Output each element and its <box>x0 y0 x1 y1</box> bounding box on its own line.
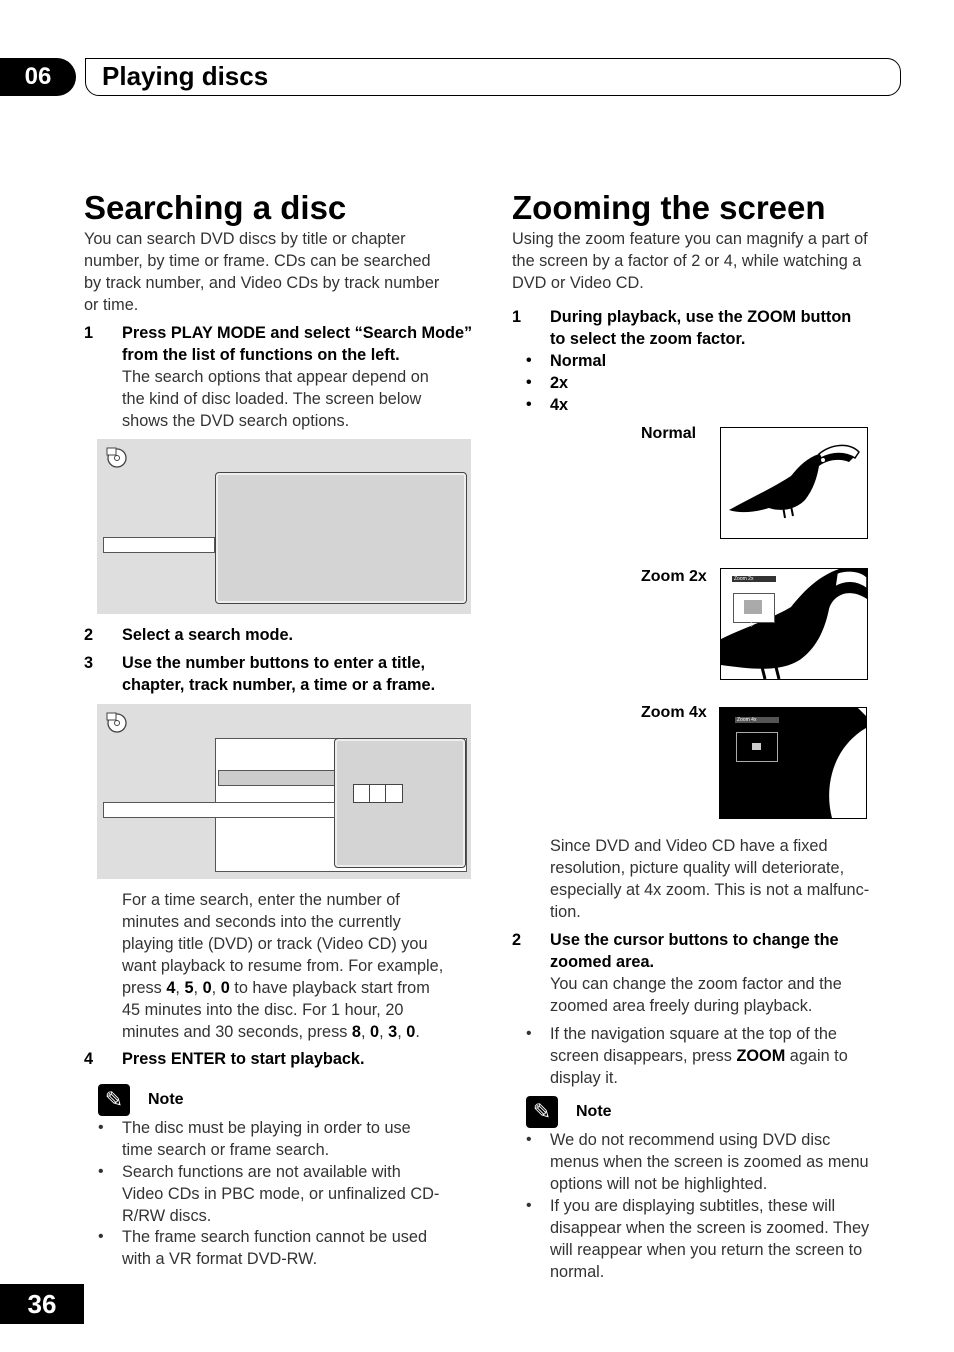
zoom-indicator-tag: Zoom 4x <box>735 717 779 723</box>
bullet-icon: • <box>526 1025 532 1042</box>
function-list-item[interactable] <box>103 802 335 818</box>
note-item: We do not recommend using DVD disc menus when the screen is zoomed as menu options will not be highlighted. <box>550 1131 869 1193</box>
bullet-icon: • <box>526 396 532 413</box>
note-item: If you are displaying subtitles, these will disappear when the screen is zoomed. They will reappear when you return the screen to normal. <box>550 1197 870 1281</box>
zoom-label-2x: Zoom 2x <box>641 568 707 585</box>
toucan-zoom-4x-image <box>719 707 867 819</box>
entry-panel <box>334 738 466 868</box>
arrow-up-icon: ◇ <box>749 584 754 590</box>
osd-screen-search-options <box>97 439 471 614</box>
bullet-icon: • <box>98 1228 104 1245</box>
note-item: Search functions are not available with Video CDs in PBC mode, or unfinalized CD- R/RW discs. <box>122 1163 440 1225</box>
bullet-icon: • <box>526 352 532 369</box>
note-item: The frame search function cannot be used with a VR format DVD-RW. <box>122 1228 428 1268</box>
toucan-illustration <box>721 428 867 538</box>
step-number: 4 <box>84 1050 94 1068</box>
zoom-option: 4x <box>550 396 569 414</box>
note-pencil-icon: ✎ <box>526 1096 558 1128</box>
zoom-area-marker <box>752 743 761 750</box>
step-number: 2 <box>512 931 522 949</box>
search-mode-selected[interactable] <box>218 770 340 786</box>
search-intro: You can search DVD discs by title or chapter number, by time or frame. CDs can be searched by track number, and Video CDs by track number or time. <box>84 230 440 314</box>
arrow-left-icon: ◇ <box>727 603 732 609</box>
number-entry-field[interactable] <box>353 784 403 803</box>
bullet-icon: • <box>526 374 532 391</box>
note-label: Note <box>576 1103 612 1120</box>
disc-icon <box>105 710 129 734</box>
zoom-option: Normal <box>550 352 607 370</box>
zoom-label-4x: Zoom 4x <box>641 704 707 721</box>
step-title: Select a search mode. <box>122 626 294 644</box>
toucan-normal-image <box>720 427 868 539</box>
options-panel <box>215 472 467 604</box>
osd-screen-number-entry <box>97 704 471 879</box>
step-title: During playback, use the ZOOM button to select the zoom factor. <box>550 308 852 348</box>
page-number: 36 <box>0 1284 84 1324</box>
toucan-zoomed-illustration <box>721 569 867 679</box>
zoom-navigation-square <box>733 593 775 623</box>
step-number: 2 <box>84 626 94 644</box>
step-number: 1 <box>84 324 94 342</box>
note-item: The disc must be playing in order to use time search or frame search. <box>122 1119 411 1159</box>
bullet-icon: • <box>98 1119 104 1136</box>
zoom-area-marker <box>744 600 762 614</box>
disc-icon <box>105 445 129 469</box>
section-title-search: Searching a disc <box>84 189 347 226</box>
step-number: 1 <box>512 308 522 326</box>
nav-square-tip: If the navigation square at the top of the screen disappears, press ZOOM again to display it. <box>550 1025 848 1087</box>
step-body: You can change the zoom factor and the zoomed area freely during playback. <box>550 975 842 1015</box>
zoom-option: 2x <box>550 374 569 392</box>
step-title: Use the cursor buttons to change the zoomed area. <box>550 931 839 971</box>
step-number: 3 <box>84 654 94 672</box>
section-title-zoom: Zooming the screen <box>512 189 826 226</box>
zoom-label-normal: Normal <box>641 425 697 442</box>
toucan-zoom-2x-image <box>720 568 868 680</box>
arrow-down-icon: ◇ <box>749 622 754 628</box>
chapter-number: 06 <box>0 58 76 96</box>
zoom-navigation-square <box>736 732 778 762</box>
resolution-text: Since DVD and Video CD have a fixed resolution, picture quality will deteriorate, especially at 4x zoom. This is not a malfunc- tion. <box>550 837 870 921</box>
step-title: Use the number buttons to enter a title, chapter, track number, a time or a frame. <box>122 654 436 694</box>
time-search-text: For a time search, enter the number of minutes and seconds into the currently playing title (DVD) or track (Video CD) you want playback to resume from. For example, press 4, 5, 0, 0 to have playback start from 45 minutes into the disc. For 1 hour, 20 minutes and 30 seconds, press 8, 0, 3, 0. <box>122 891 444 1041</box>
step-title: Press ENTER to start playback. <box>122 1050 365 1068</box>
note-pencil-icon: ✎ <box>98 1084 130 1116</box>
zoom-indicator-tag: Zoom 2x <box>732 576 776 582</box>
chapter-title: Playing discs <box>102 61 269 91</box>
bullet-icon: • <box>98 1163 104 1180</box>
function-list-item[interactable] <box>103 537 215 553</box>
bullet-icon: • <box>526 1197 532 1214</box>
note-label: Note <box>148 1091 184 1108</box>
step-title: Press PLAY MODE and select “Search Mode” from the list of functions on the left. <box>122 324 473 364</box>
bullet-icon: • <box>526 1131 532 1148</box>
arrow-right-icon: ◇ <box>775 603 780 609</box>
step-body: The search options that appear depend on the kind of disc loaded. The screen below shows the DVD search options. <box>122 368 429 430</box>
zoom-intro: Using the zoom feature you can magnify a part of the screen by a factor of 2 or 4, while watching a DVD or Video CD. <box>512 230 868 292</box>
toucan-zoomed-illustration <box>720 708 866 818</box>
